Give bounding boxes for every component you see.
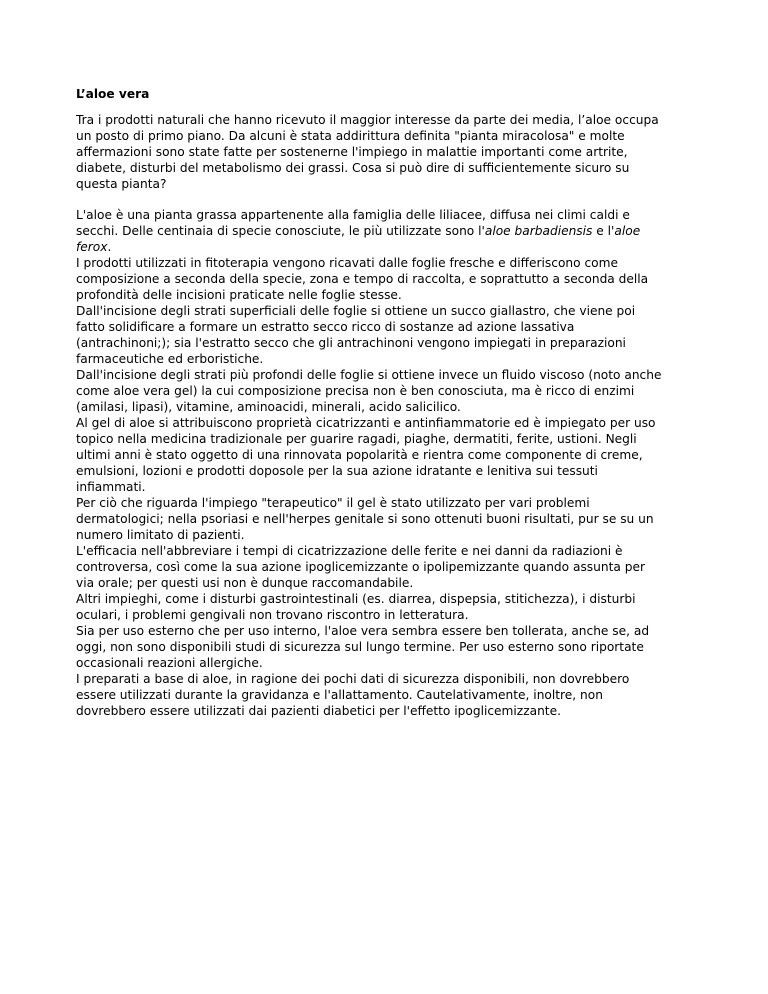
- body-line: ultimi anni è stato oggetto di una rinnovata popolarità e rientra come componente di creme,: [76, 448, 643, 462]
- body-line: Dall'incisione degli strati più profondi delle foglie si ottiene invece un fluido viscoso (noto anche: [76, 368, 662, 382]
- body-line: [76, 223, 701, 239]
- body-line: Sia per uso esterno che per uso interno, l'aloe vera sembra essere ben tollerata, anche se, ad: [76, 624, 650, 638]
- body-line: numero limitato di pazienti.: [76, 528, 245, 542]
- body-line: profondità delle incisioni praticate nelle foglie stesse.: [76, 288, 402, 302]
- body-line: farmaceutiche ed erboristiche.: [76, 352, 264, 366]
- body-line: I preparati a base di aloe, in ragione dei pochi dati di sicurezza disponibili, non dovrebbero: [76, 672, 630, 686]
- body-line: (antrachinoni;); sia l'estratto secco che gli antrachinoni vengono impiegati in preparazioni: [76, 336, 626, 350]
- species-name: aloe: [614, 224, 641, 238]
- body-line: essere utilizzati durante la gravidanza e l'allattamento. Cautelativamente, inoltre, non: [76, 688, 603, 702]
- document-page: [76, 86, 701, 719]
- body-line: topico nella medicina tradizionale per guarire ragadi, piaghe, dermatiti, ferite, ustioni. Negli: [76, 432, 637, 446]
- body-line: fatto solidificare a formare un estratto secco ricco di sostanze ad azione lassativa: [76, 320, 575, 334]
- intro-line: un posto di primo piano. Da alcuni è stata addirittura definita "pianta miracolosa" e molte: [76, 129, 625, 143]
- body-line: composizione a seconda della specie, zona e tempo di raccolta, e soprattutto a seconda della: [76, 272, 649, 286]
- body-line: dovrebbero essere utilizzati dai pazienti diabetici per l'effetto ipoglicemizzante.: [76, 704, 561, 718]
- body-text-fragment: e l': [592, 224, 615, 238]
- body-line: Dall'incisione degli strati superficiali delle foglie si ottiene un succo giallastro, che viene poi: [76, 304, 636, 318]
- body-line: Per ciò che riguarda l'impiego "terapeutico" il gel è stato utilizzato per vari problemi: [76, 496, 590, 510]
- body-line: I prodotti utilizzati in fitoterapia vengono ricavati dalle foglie fresche e differiscono come: [76, 256, 618, 270]
- body-line: L'efficacia nell'abbreviare i tempi di cicatrizzazione delle ferite e nei danni da radiazioni è: [76, 544, 623, 558]
- body-line: Altri impieghi, come i disturbi gastrointestinali (es. diarrea, dispepsia, stitichezza), i disturbi: [76, 592, 636, 606]
- species-name: aloe barbadiensis: [484, 224, 593, 238]
- body-text-fragment: secchi. Delle centinaia di specie conosciute, le più utilizzate sono l': [76, 224, 485, 238]
- body-line: emulsioni, lozioni e prodotti doposole per la sua azione idratante e lenitiva sui tessuti: [76, 464, 598, 478]
- body-text-fragment: .: [107, 240, 112, 254]
- intro-line: affermazioni sono state fatte per sostenerne l'impiego in malattie importanti come artrite,: [76, 145, 628, 159]
- body-text: [76, 207, 701, 719]
- intro-line: Tra i prodotti naturali che hanno ricevuto il maggior interesse da parte dei media, l’aloe occupa: [76, 113, 659, 127]
- body-line: occasionali reazioni allergiche.: [76, 656, 263, 670]
- body-line: L'aloe è una pianta grassa appartenente alla famiglia delle liliacee, diffusa nei climi caldi e: [76, 208, 630, 222]
- body-line: Al gel di aloe si attribuiscono proprietà cicatrizzanti e antinfiammatorie ed è impiegato per uso: [76, 416, 656, 430]
- document-title: L’aloe vera: [76, 87, 150, 101]
- body-line: controversa, così come la sua azione ipoglicemizzante o ipolipemizzante quando assunta per: [76, 560, 645, 574]
- intro-paragraph: [76, 112, 701, 192]
- intro-line: questa pianta?: [76, 177, 167, 191]
- body-line: come aloe vera gel) la cui composizione precisa non è ben conosciuta, ma è ricco di enzimi: [76, 384, 635, 398]
- body-line: (amilasi, lipasi), vitamine, aminoacidi, minerali, acido salicilico.: [76, 400, 461, 414]
- body-line: [76, 239, 701, 255]
- body-line: infiammati.: [76, 480, 146, 494]
- intro-line: diabete, disturbi del metabolismo dei grassi. Cosa si può dire di sufficientemente sicuro su: [76, 161, 630, 175]
- species-name: ferox: [76, 240, 108, 254]
- body-line: oggi, non sono disponibili studi di sicurezza sul lungo termine. Per uso esterno sono riportate: [76, 640, 644, 654]
- body-line: oculari, i problemi gengivali non trovano riscontro in letteratura.: [76, 608, 469, 622]
- body-line: via orale; per questi usi non è dunque raccomandabile.: [76, 576, 414, 590]
- body-line: dermatologici; nella psoriasi e nell'herpes genitale si sono ottenuti buoni risultati, pur se su un: [76, 512, 654, 526]
